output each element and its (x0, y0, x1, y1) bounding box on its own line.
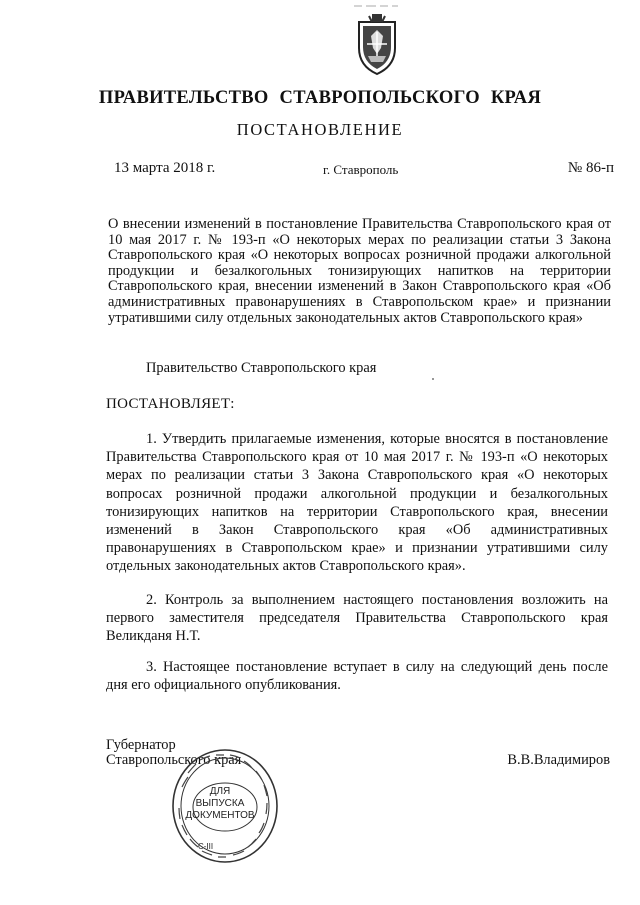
decree-city: г. Ставрополь (323, 162, 399, 177)
paragraph-3: 3. Настоящее постановление вступает в силу на следующий день после дня его официального опубликования. (106, 659, 608, 694)
decree-subject: О внесении изменений в постановление Правительства Ставропольского края от 10 мая 2017 г. № 193-п «О некоторых мерах по реализации статьи 3 Закона Ставропольского края «О некоторых вопросах розничной продажи алкогольной продукции и безалкогольных тонизирующих напитков на территории Ставропольского края, внесении изменений в Закон Ставропольского края «Об административных правонарушениях в Ставропольском крае» и признании утратившими силу отдельных законодательных актов Ставропольского края» (108, 216, 611, 326)
stamp-code: С-III (198, 842, 214, 851)
document-type: ПОСТАНОВЛЕНИЕ (236, 120, 404, 139)
issuer: Правительство Ставропольского края (146, 360, 377, 376)
coat-of-arms-icon (353, 14, 401, 76)
paragraph-1: 1. Утвердить прилагаемые изменения, которые вносятся в постановление Правительства Ставропольского края от 10 мая 2017 г. № 193-п «О некоторых мерах по реализации статьи 3 Закона Ставропольского края «О некоторых вопросах розничной продажи алкогольной продукции и безалкогольных тонизирующих напитков на территории Ставропольского края, внесении изменений в Закон Ставропольского края «Об административных правонарушениях в Ставропольском крае» и признании утратившими силу отдельных законодательных актов Ставропольского края». (106, 431, 608, 575)
decree-date: 13 марта 2018 г. (114, 160, 216, 176)
speck (432, 378, 434, 380)
stamp-text: ДЛЯ ВЫПУСКА ДОКУМЕНТОВ (185, 786, 255, 821)
header-marks (352, 0, 400, 8)
paragraph-2: 2. Контроль за выполнением настоящего постановления возложить на первого заместителя председателя Правительства Ставропольского края Великданя Н.Т. (106, 592, 608, 645)
resolves-heading: ПОСТАНОВЛЯЕТ: (106, 396, 235, 412)
signatory-name: В.В.Владимиров (507, 752, 610, 768)
government-title: ПРАВИТЕЛЬСТВО СТАВРОПОЛЬСКОГО КРАЯ (98, 88, 542, 108)
signatory-title-line2: Ставропольского края (106, 752, 242, 768)
signatory-title-line1: Губернатор (106, 737, 176, 753)
decree-number: № 86-п (567, 160, 614, 176)
